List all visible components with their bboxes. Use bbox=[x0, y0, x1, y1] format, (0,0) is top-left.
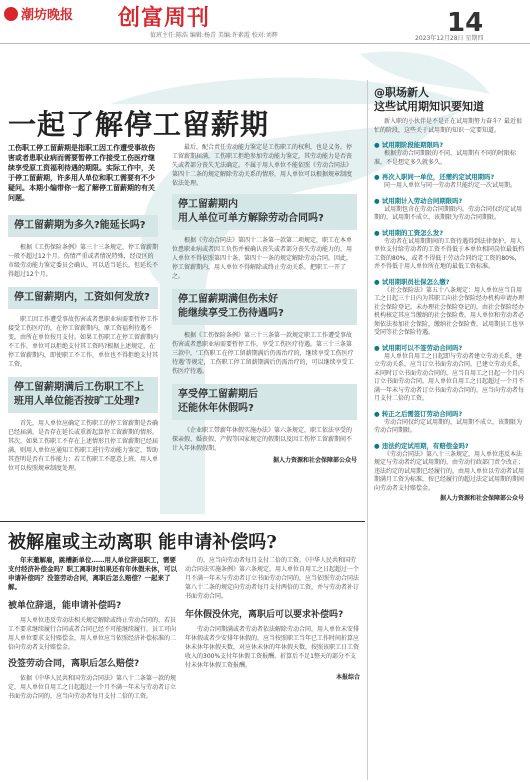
sidebar-answer: 用人单位自用工之日起即与劳动者建立劳动关系，建立劳动关系，应当订立书面劳动合同。已建立劳动关系，未同时订立书面劳动合同的，应当自用工之日起一个月内订立书面劳动合同。用人单位自用工之日起超过一个月不满一年未与劳动者订立书面劳动合同的，应当向劳动者每月支付二倍的工资。 bbox=[374, 352, 525, 402]
section-body: 劳动合同期满或者劳动者依法解除劳动合同，用人单位未安排年休假或者少安排年休假的，应当按照职工当年已工作时间折算应休未休年休假天数，对应休未休的年休假天数，按照该职工日工资收入的300%支付年休假工资报酬。折算后不足1整天的部分不支付未休年休假工资报酬。 bbox=[185, 626, 360, 669]
section-body: 用人单位违反劳动法相关规定解除或终止劳动合同的，若员工不要求继续履行合同或者合同已经不可能继续履行，员工可向用人单位要求支付赔偿金，用人单位应当依照经济补偿标准的二倍向劳动者支付赔偿金。 bbox=[8, 617, 177, 651]
sidebar-question: ● 试用期的工资怎么发? bbox=[374, 228, 444, 237]
section-heading: 停工留薪期内 用人单位可单方解除劳动合同吗? bbox=[172, 194, 357, 230]
sidebar-answer: 根据劳动合同期限的不同，试用期有不同的时限标准，不是想定多久就多久。 bbox=[374, 150, 517, 166]
sidebar-intro: 新入职的小伙伴是不是正在试用期努力奋斗？最近很忙的阶段，这些关于试用期的知识一定要知道。 bbox=[374, 118, 523, 134]
section-divider bbox=[0, 521, 365, 522]
feature-left-column bbox=[8, 215, 158, 473]
section-heading: 被单位辞退，能申请补偿吗? bbox=[8, 601, 122, 611]
section-heading: 停工留薪期为多久?能延长吗? bbox=[8, 215, 158, 237]
sidebar-tag: @职场新人 bbox=[374, 86, 429, 99]
source-credit: 本报综合 bbox=[335, 674, 360, 681]
section-body: 根据《劳动合同法》第四十二条第一款第二项规定，职工在本单位患职业病或者因工负伤并被确认丧失或者部分丧失劳动能力的，用人单位不得依照第四十条、第四十一条的规定解除劳动合同。因此，停工留薪期内，用人单位不得解除或终止劳动关系，把职工一开了之。 bbox=[172, 237, 353, 280]
logo-icon bbox=[4, 7, 18, 21]
sidebar-question: ● 再次入职同一单位，还需约定试用期吗? bbox=[374, 173, 495, 181]
sidebar-answer: 同一用人单位与同一劳动者只能约定一次试用期。 bbox=[384, 182, 517, 189]
section-heading: 享受停工留薪期后 还能休年休假吗? bbox=[172, 384, 357, 420]
section-title: 创富周刊 bbox=[118, 5, 211, 31]
section-heading: 没签劳动合同，离职后怎么赔偿? bbox=[8, 659, 140, 669]
section-body: 首先，用人单位应确定工伤职工的停工留薪期是否确已经届满，是否存在延长或重新起算停工留薪期的情形。其次，如果工伤职工不存在上述情形且停工留薪期已经届满，则用人单位应通知工伤职工进行劳动能力鉴定，帮助其查明是否有工作能力；若工伤职工不愿意上班，用人单位可以按照规章制度处理。 bbox=[8, 420, 159, 472]
section-heading: 停工留薪期内，工资如何发放? bbox=[8, 287, 158, 309]
sidebar-answer: 试用期包含在劳动合同期限内。劳动合同仅约定试用期的，试用期不成立，该期限为劳动合同期限。 bbox=[374, 205, 523, 221]
section-body: 根据《工伤保险条例》第三十三条第一款规定职工工作遭受事故伤害或者患职业病需要暂停工作，享受工伤医疗待遇。第三十三条第三款中，'工伤职工在停工留薪期满后仍需治疗的，继续享受工伤医疗待遇'等规定，工伤职工停工留薪期满后仍需治疗的，可以继续享受工伤医疗待遇。 bbox=[172, 332, 354, 375]
sidebar-answer: 劳动者在试用期期间的工资待遇得到法律保护。用人单位支付给劳动者的工资不得低于本单位相同岗位最低档工资的80%，或者不得低于劳动合同约定工资的80%，并不得低于用人单位所在地的最低工资标准。 bbox=[374, 237, 525, 270]
section-body: 依据《中华人民共和国劳动合同法》第八十二条第一款的规定，用人单位自用工之日起超过一个月不满一年未与劳动者订立书面劳动合同的，应当向劳动者每月支付二倍的工资。 bbox=[8, 675, 177, 700]
section-body: 的，应当向劳动者每月支付二倍的工资。《中华人民共和国劳动合同法实施条例》第六条规定，用人单位自用工之日起超过一个月不满一年未与劳动者订立书面劳动合同的，应当依照劳动合同法第八十二条的规定向劳动者每月支付两倍的工资，并与劳动者补订书面劳动合同。 bbox=[185, 557, 360, 600]
sidebar bbox=[374, 86, 524, 503]
masthead bbox=[0, 0, 530, 44]
sidebar-answer: 《社会保险法》第五十八条规定：用人单位应当自用工之日起三十日内为其职工向社会保险经办机构申请办理社会保险登记。未办理社会保险登记的，由社会保险经办机构核定其应当缴纳的社会保险费。用人单位和劳动者必须依法参加社会保险，缴纳社会保险费，试用期员工也享受同等社会保险待遇。 bbox=[374, 286, 525, 336]
section-heading: 停工留薪期满但伤未好 能继续享受工伤待遇吗? bbox=[172, 289, 357, 325]
sidebar-question: ● 试用期职员社保怎么缴? bbox=[374, 277, 450, 286]
section-body: 职工因工作遭受事故伤害或者患职业病需要暂停工作接受工伤医疗的，在停工留薪期内，原工资福利待遇不变，由所在单位按月支付。如果工伤职工在停工留薪期内不工作，单位可以拒绝支付其工资吗?根据上述规定，在停工留薪期内，即使职工不工作，单位也不得拒绝支付其工资。 bbox=[8, 316, 159, 368]
editor-credits: 值班主任:陈浩 编辑:杨青 美编:许素霞 校对:刘辉 bbox=[150, 32, 278, 39]
second-lead: 年末邀解雇，跳槽新单位……用人单位辞退职工，需要支付经济补偿金吗？职工离职时如果还有年休假未休，可以申请补偿吗？没签劳动合同，离职后怎么赔偿？一起来了解。 bbox=[8, 556, 177, 591]
sidebar-answer: 《劳动合同法》第八十三条规定，用人单位违反本法规定与劳动者约定试用期的，由劳动行政部门责令改正；违法约定的试用期已经履行的，由用人单位以劳动者试用期满月工资为标准，按已经履行的超过法定试用期的期间向劳动者支付赔偿金。 bbox=[374, 450, 525, 492]
sidebar-answer: 劳动合同仅约定试用期的，试用期不成立，该期限为劳动合同期限。 bbox=[374, 418, 523, 434]
source-credit: 据人力资源和社会保障部公众号 bbox=[439, 495, 524, 502]
section-body: 根据《工伤保险条例》第三十三条规定，停工留薪期一般不超过12个月。伤情严重或者情况特殊，经设区的市级劳动能力鉴定委员会确认，可以适当延长，但延长不得超过12个月。 bbox=[8, 244, 159, 278]
sidebar-title: 这些试用期知识要知道 bbox=[374, 100, 484, 113]
issue-date: 2023年12月28日 星期四 bbox=[415, 35, 484, 42]
sidebar-question: ● 试用期阶段能期限吗? bbox=[374, 141, 444, 149]
feature-intro: 工伤职工停工留薪期是指职工因工作遭受事故伤害或者患职业病而需要暂停工作接受工伤医疗继续享受原工资福利待遇的期限。实际工作中，关于停工留薪期，许多用人单位和职工需要有不少疑问。本期小编带你一起了解停工留薪期的有关问题。 bbox=[8, 144, 155, 202]
sidebar-question: ● 试用期计入劳动合同期限吗? bbox=[374, 196, 463, 205]
section-body: 《企业职工带薪年休假实施办法》第六条规定，职工依法享受的探亲假、婚丧假、产假等国家规定的假期以及因工伤停工留薪期间不计入年休假假期。 bbox=[172, 427, 353, 452]
sidebar-question: ● 试用期可以不签劳动合同吗? bbox=[374, 343, 463, 352]
newspaper-logo: 潮坊晚报 bbox=[4, 4, 73, 23]
second-article-title: 被解雇或主动离职 能申请补偿吗? bbox=[8, 532, 277, 553]
section-heading: 停工留薪期满后工伤职工不上班用人单位能否按旷工处理? bbox=[8, 377, 158, 413]
sidebar-question: ● 违法约定试用期，有赔偿金吗? bbox=[374, 441, 469, 450]
second-right-column bbox=[185, 556, 360, 682]
feature-title: 一起了解停工留薪期 bbox=[8, 108, 270, 141]
second-left-column bbox=[8, 556, 178, 701]
sidebar-question: ● 转正之后需签订劳动合同吗? bbox=[374, 409, 463, 418]
page-number: 14 bbox=[447, 8, 484, 38]
section-heading: 年休假没休完，离职后可以要求补偿吗? bbox=[185, 610, 344, 620]
mid-intro: 最后，配合责任劳动能力鉴定是工伤职工的权利，也是义务。停工留薪期届满，工伤职工拒绝参加劳动能力鉴定，其劳动能力是否丧失或者部分丧失无法确定。不属于用人单位不能依照《劳动合同法》第四十二条的规定解除劳动关系的情形，用人单位可以根据规章制度依法处理。 bbox=[172, 144, 353, 187]
column-divider bbox=[367, 80, 368, 780]
feature-mid-column bbox=[172, 143, 357, 465]
source-credit: 据人力资源和社会保障部公众号 bbox=[272, 457, 357, 464]
